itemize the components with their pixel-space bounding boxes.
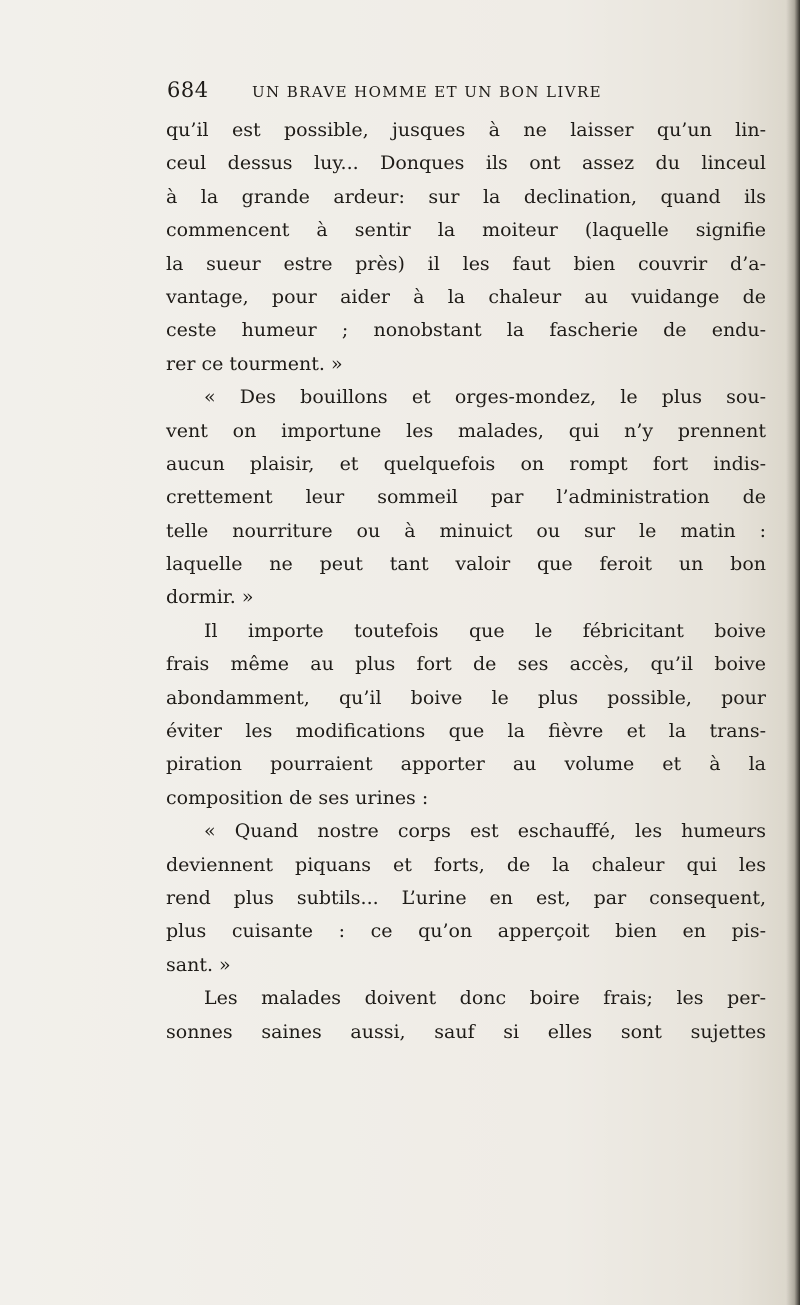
text-line: à la grande ardeur: sur la declination, quand ils: [166, 185, 766, 208]
text-line: ceul dessus luy... Donques ils ont assez du linceul: [166, 152, 766, 175]
text-line: rer ce tourment. »: [166, 352, 343, 375]
running-title: UN BRAVE HOMME ET UN BON LIVRE: [252, 83, 603, 101]
text-line: sonnes saines aussi, sauf si elles sont sujettes: [166, 1020, 766, 1043]
text-line: « Quand nostre corps est eschauffé, les humeurs: [204, 820, 766, 843]
text-line: rend plus subtils... L’urine en est, par consequent,: [166, 886, 766, 909]
page-number: 684: [167, 78, 209, 102]
text-line: frais même au plus fort de ses accès, qu’il boive: [166, 653, 766, 676]
text-line: crettement leur sommeil par l’administration de: [166, 486, 766, 509]
text-line: vantage, pour aider à la chaleur au vuidange de: [166, 285, 766, 308]
text-line: telle nourriture ou à minuict ou sur le matin :: [166, 519, 766, 542]
text-line: la sueur estre près) il les faut bien couvrir d’a-: [166, 252, 766, 275]
text-line: Les malades doivent donc boire frais; les per-: [204, 987, 766, 1010]
text-line: sant. »: [166, 953, 231, 976]
page-header: [167, 78, 687, 106]
text-line: abondamment, qu’il boive le plus possible, pour: [166, 686, 766, 709]
text-line: commencent à sentir la moiteur (laquelle signifie: [166, 219, 766, 242]
text-line: « Des bouillons et orges-mondez, le plus sou-: [204, 386, 766, 409]
text-line: aucun plaisir, et quelquefois on rompt fort indis-: [166, 452, 766, 475]
text-line: Il importe toutefois que le fébricitant boive: [204, 619, 766, 642]
text-line: ceste humeur ; nonobstant la fascherie de endu-: [166, 319, 766, 342]
text-line: laquelle ne peut tant valoir que feroit un bon: [166, 553, 766, 576]
text-line: qu’il est possible, jusques à ne laisser qu’un lin-: [166, 119, 766, 141]
text-line: vent on importune les malades, qui n’y prennent: [166, 419, 766, 442]
text-line: composition de ses urines :: [166, 786, 429, 809]
text-line: éviter les modifications que la fièvre et la trans-: [166, 720, 766, 743]
page-edge-shadow: [786, 0, 800, 1305]
text-line: plus cuisante : ce qu’on apperçoit bien en pis-: [166, 920, 766, 943]
body-text: [166, 114, 766, 1049]
text-line: piration pourraient apporter au volume et à la: [166, 753, 766, 776]
text-line: dormir. »: [166, 586, 254, 609]
text-line: deviennent piquans et forts, de la chaleur qui les: [166, 853, 766, 876]
